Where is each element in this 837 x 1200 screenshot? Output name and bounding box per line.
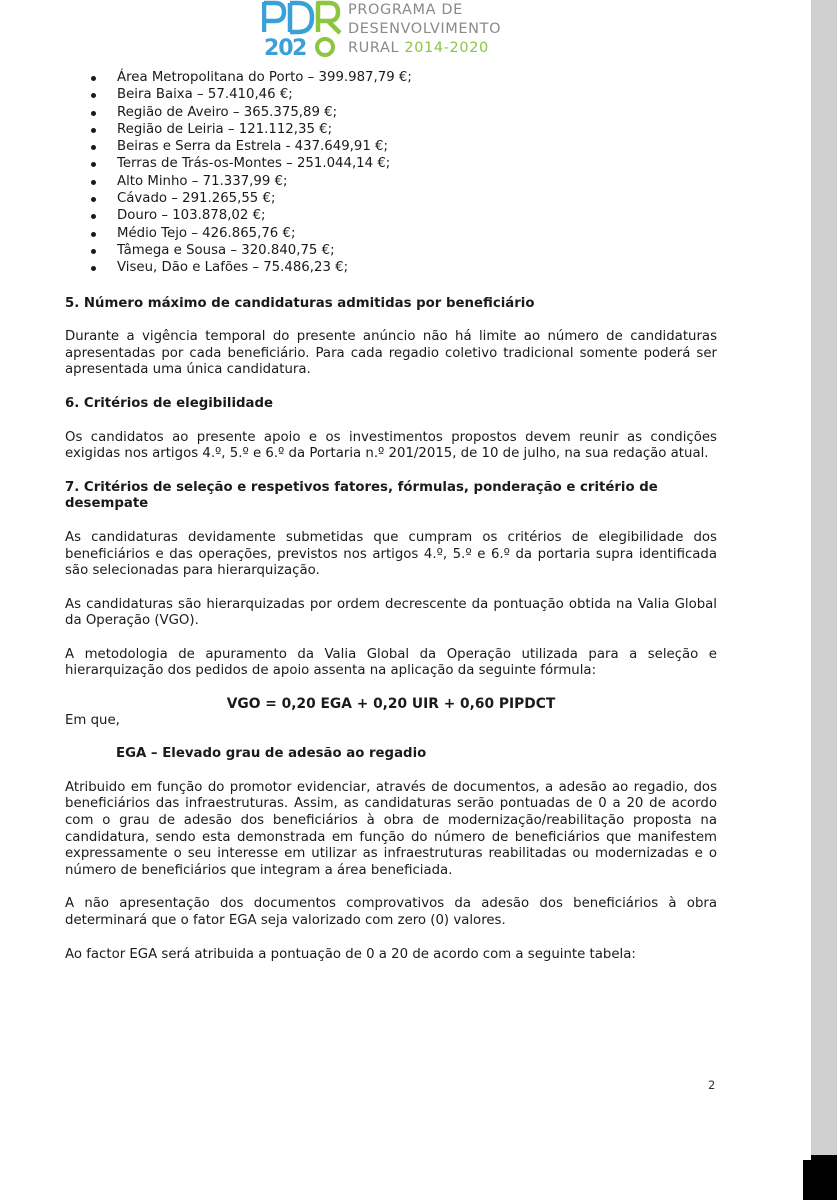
pdr2020-logo <box>262 0 512 60</box>
section-7-paragraph-3: A metodologia de apuramento da Valia Global da Operação utilizada para a seleção e hierarquização dos pedidos de apoio assenta na aplicação da seguinte fórmula: <box>65 646 717 679</box>
ega-paragraph-2: A não apresentação dos documentos comprovativos da adesão dos beneficiários à obra determinará que o fator EGA seja valorizado com zero (0) valores. <box>65 896 717 928</box>
section-5-paragraph: Durante a vigência temporal do presente anúncio não há limite ao número de candidaturas apresentadas por cada beneficiário. Para cada regadio coletivo tradicional somente poderá ser apresentada uma única candidatura. <box>65 329 717 378</box>
logo-line-1: PROGRAMA DE <box>348 2 463 18</box>
vgo-formula: VGO = 0,20 EGA + 0,20 UIR + 0,60 PIPDCT <box>226 696 556 713</box>
section-7-paragraph-2: As candidaturas são hierarquizadas por ordem decrescente da pontuação obtida na Valia Global da Operação (VGO). <box>65 596 717 629</box>
list-item: Viseu, Dão e Lafões – 75.486,23 €; <box>65 260 717 277</box>
logo-years: 2014-2020 <box>404 40 489 56</box>
list-item: Tâmega e Sousa – 320.840,75 €; <box>65 243 717 260</box>
logo-text <box>348 1 501 58</box>
section-6-paragraph: Os candidatos ao presente apoio e os investimentos propostos devem reunir as condições exigidas nos artigos 4.º, 5.º e 6.º da Portaria n.º 201/2015, de 10 de julho, na sua redação atual. <box>65 429 717 462</box>
ega-paragraph-1: Atribuido em função do promotor evidenciar, através de documentos, a adesão ao regadio, dos beneficiários das infraestruturas. Assim, as candidaturas serão pontuadas de 0 a 20 de acordo com o grau de adesão dos beneficiários à obra de modernização/reabilitação proposta na candidatura, sendo esta demonstrada em função do número de beneficiários que manifestem expressamente o seu interesse em utilizar as infraestruturas reabilitadas ou modernizadas e o número de beneficiários que integram a área beneficiada. <box>65 779 717 878</box>
list-item: Beira Baixa – 57.410,46 €; <box>65 87 717 104</box>
viewer-corner-edge <box>811 1155 837 1200</box>
section-5-heading: 5. Número máximo de candidaturas admitidas por beneficiário <box>65 295 535 311</box>
list-item: Região de Leiria – 121.112,35 €; <box>65 122 717 139</box>
list-item: Região de Aveiro – 365.375,89 €; <box>65 105 717 122</box>
list-item: Cávado – 291.265,55 €; <box>65 191 717 208</box>
logo-line-3: RURAL <box>348 40 400 56</box>
ega-subheading: EGA – Elevado grau de adesão ao regadio <box>116 746 427 762</box>
list-item: Área Metropolitana do Porto – 399.987,79 €; <box>65 70 717 87</box>
logo-line-2: DESENVOLVIMENTO <box>348 21 502 37</box>
section-7-heading: 7. Critérios de seleção e respetivos fatores, fórmulas, ponderação e critério de desempate <box>65 479 658 512</box>
viewer-scrollbar-area <box>811 0 837 1200</box>
list-item: Alto Minho – 71.337,99 €; <box>65 174 717 191</box>
pdr2020-logo-mark <box>262 0 346 58</box>
list-item: Douro – 103.878,02 €; <box>65 208 717 225</box>
region-list <box>65 70 717 278</box>
em-que-label: Em que, <box>65 712 120 728</box>
document-body <box>65 70 717 963</box>
page-number: 2 <box>708 1078 716 1092</box>
section-6-heading: 6. Critérios de elegibilidade <box>65 395 274 411</box>
list-item: Terras de Trás-os-Montes – 251.044,14 €; <box>65 156 717 173</box>
svg-text:2: 2 <box>292 36 307 58</box>
svg-text:20: 20 <box>264 36 293 58</box>
section-7-paragraph-1: As candidaturas devidamente submetidas que cumpram os critérios de elegibilidade dos beneficiários e das operações, previstos nos artigos 4.º, 5.º e 6.º da portaria supra identificada são selecionadas para hierarquização. <box>65 529 717 579</box>
ega-paragraph-3: Ao factor EGA será atribuida a pontuação de 0 a 20 de acordo com a seguinte tabela: <box>65 946 636 962</box>
list-item: Médio Tejo – 426.865,76 €; <box>65 226 717 243</box>
list-item: Beiras e Serra da Estrela - 437.649,91 €; <box>65 139 717 156</box>
